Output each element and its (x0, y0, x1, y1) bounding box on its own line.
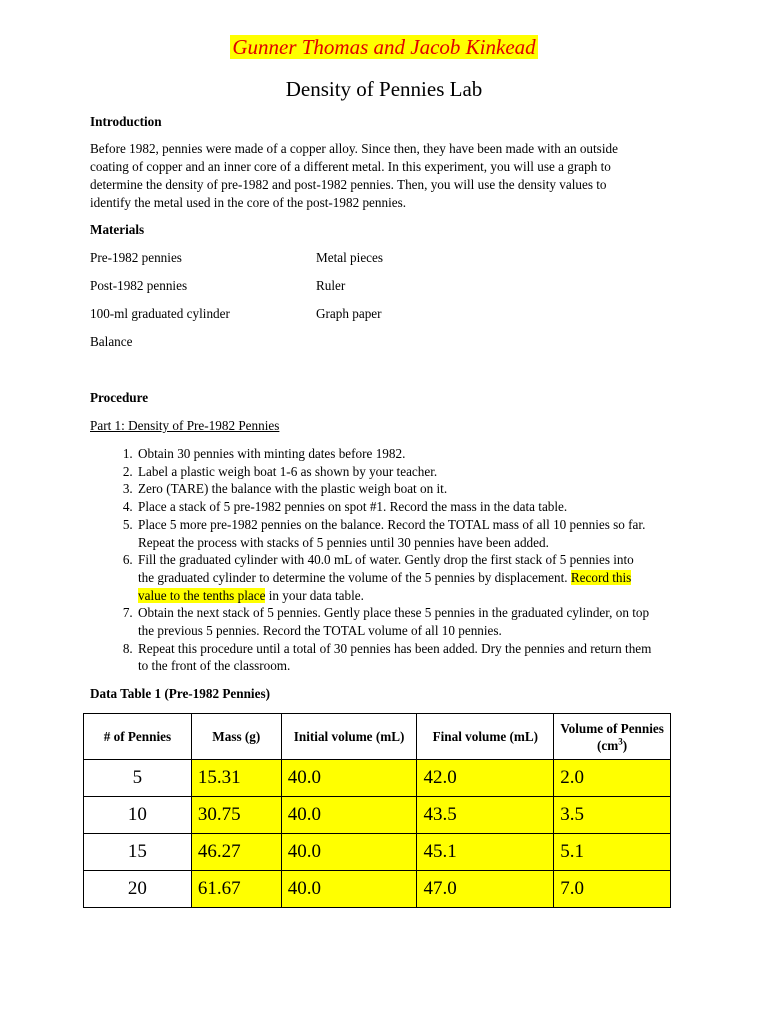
table-cell: 15.31 (191, 760, 281, 797)
procedure-step: 1. Obtain 30 pennies with minting dates before 1982. (136, 445, 736, 463)
material-item: Post-1982 pennies (90, 278, 188, 293)
table-cell: 40.0 (281, 797, 417, 834)
material-item: 100-ml graduated cylinder (90, 306, 230, 321)
highlight-tenths-place: value to the tenths place (138, 587, 266, 603)
authors-line (0, 34, 768, 60)
material-item: Pre-1982 pennies (90, 250, 182, 265)
table-cell: 10 (84, 797, 192, 834)
table-cell: 43.5 (417, 797, 554, 834)
authors-highlight: Gunner Thomas and Jacob Kinkead (232, 35, 536, 59)
material-item: Ruler (316, 278, 346, 293)
table-cell: 47.0 (417, 871, 554, 908)
header-cell: Initial volume (mL) (281, 714, 417, 760)
table-cell: 40.0 (281, 834, 417, 871)
procedure-step: 3. Zero (TARE) the balance with the plastic weigh boat on it. (136, 480, 736, 498)
materials-heading: Materials (90, 222, 145, 237)
table-cell: 40.0 (281, 871, 417, 908)
header-cell: Volume of Pennies $(cm^3)$ (554, 714, 671, 760)
table-cell: 40.0 (281, 760, 417, 797)
highlight-record-this: Record this (570, 569, 632, 585)
table-cell: 46.27 (191, 834, 281, 871)
part1-title: Part 1: Density of Pre-1982 Pennies (90, 418, 280, 433)
table-cell: 61.67 (191, 871, 281, 908)
procedure-step: 7. Obtain the next stack of 5 pennies. Gently place these 5 pennies in the graduated cylinder, on top the previous 5 pennies. Record the TOTAL volume of all 10 pennies. (136, 604, 736, 639)
table-cell: 42.0 (417, 760, 554, 797)
table-cell: 5.1 (554, 834, 671, 871)
procedure-step: 8. Repeat this procedure until a total of 30 pennies has been added. Dry the pennies and return them to the front of the classroom. (136, 640, 736, 675)
table-cell: 15 (84, 834, 192, 871)
table-cell: 45.1 (417, 834, 554, 871)
table-header-row (84, 714, 671, 760)
material-item: Balance (90, 334, 133, 349)
table-cell: 7.0 (554, 871, 671, 908)
procedure-steps (90, 445, 736, 675)
procedure-step: 6. Fill the graduated cylinder with 40.0 mL of water. Gently drop the first stack of 5 pennies into the graduated cylinder to determine the volume of the 5 pennies by displacement. Record this value to the tenths place in your data table. (136, 551, 736, 604)
intro-line: coating of copper and an inner core of a different metal. In this experiment, you will use a graph to (90, 159, 611, 174)
table-row (84, 760, 671, 797)
material-item: Graph paper (316, 306, 382, 321)
table-row (84, 834, 671, 871)
intro-line: determine the density of pre-1982 and post-1982 pennies. Then, you will use the density values to (90, 177, 607, 192)
header-cell: Final volume (mL) (417, 714, 554, 760)
intro-line: Before 1982, pennies were made of a copper alloy. Since then, they have been made with an outside (90, 141, 618, 156)
table-cell: 3.5 (554, 797, 671, 834)
introduction-heading: Introduction (90, 114, 162, 129)
data-table (83, 713, 671, 908)
intro-line: identify the metal used in the core of the post-1982 pennies. (90, 195, 407, 210)
table-caption: Data Table 1 (Pre-1982 Pennies) (90, 686, 270, 701)
material-item: Metal pieces (316, 250, 384, 265)
document-title: Density of Pennies Lab (285, 77, 483, 101)
table-cell: 30.75 (191, 797, 281, 834)
table-cell: 20 (84, 871, 192, 908)
procedure-step: 5. Place 5 more pre-1982 pennies on the balance. Record the TOTAL mass of all 10 pennies so far. Repeat the process with stacks of 5 pennies until 30 pennies have been added. (136, 516, 736, 551)
procedure-step: 2. Label a plastic weigh boat 1-6 as shown by your teacher. (136, 463, 736, 481)
procedure-heading: Procedure (90, 390, 149, 405)
table-row (84, 871, 671, 908)
table-row (84, 797, 671, 834)
header-cell: Mass (g) (191, 714, 281, 760)
table-cell: 5 (84, 760, 192, 797)
table-cell: 2.0 (554, 760, 671, 797)
procedure-step: 4. Place a stack of 5 pre-1982 pennies on spot #1. Record the mass in the data table. (136, 498, 736, 516)
header-cell: # of Pennies (84, 714, 192, 760)
